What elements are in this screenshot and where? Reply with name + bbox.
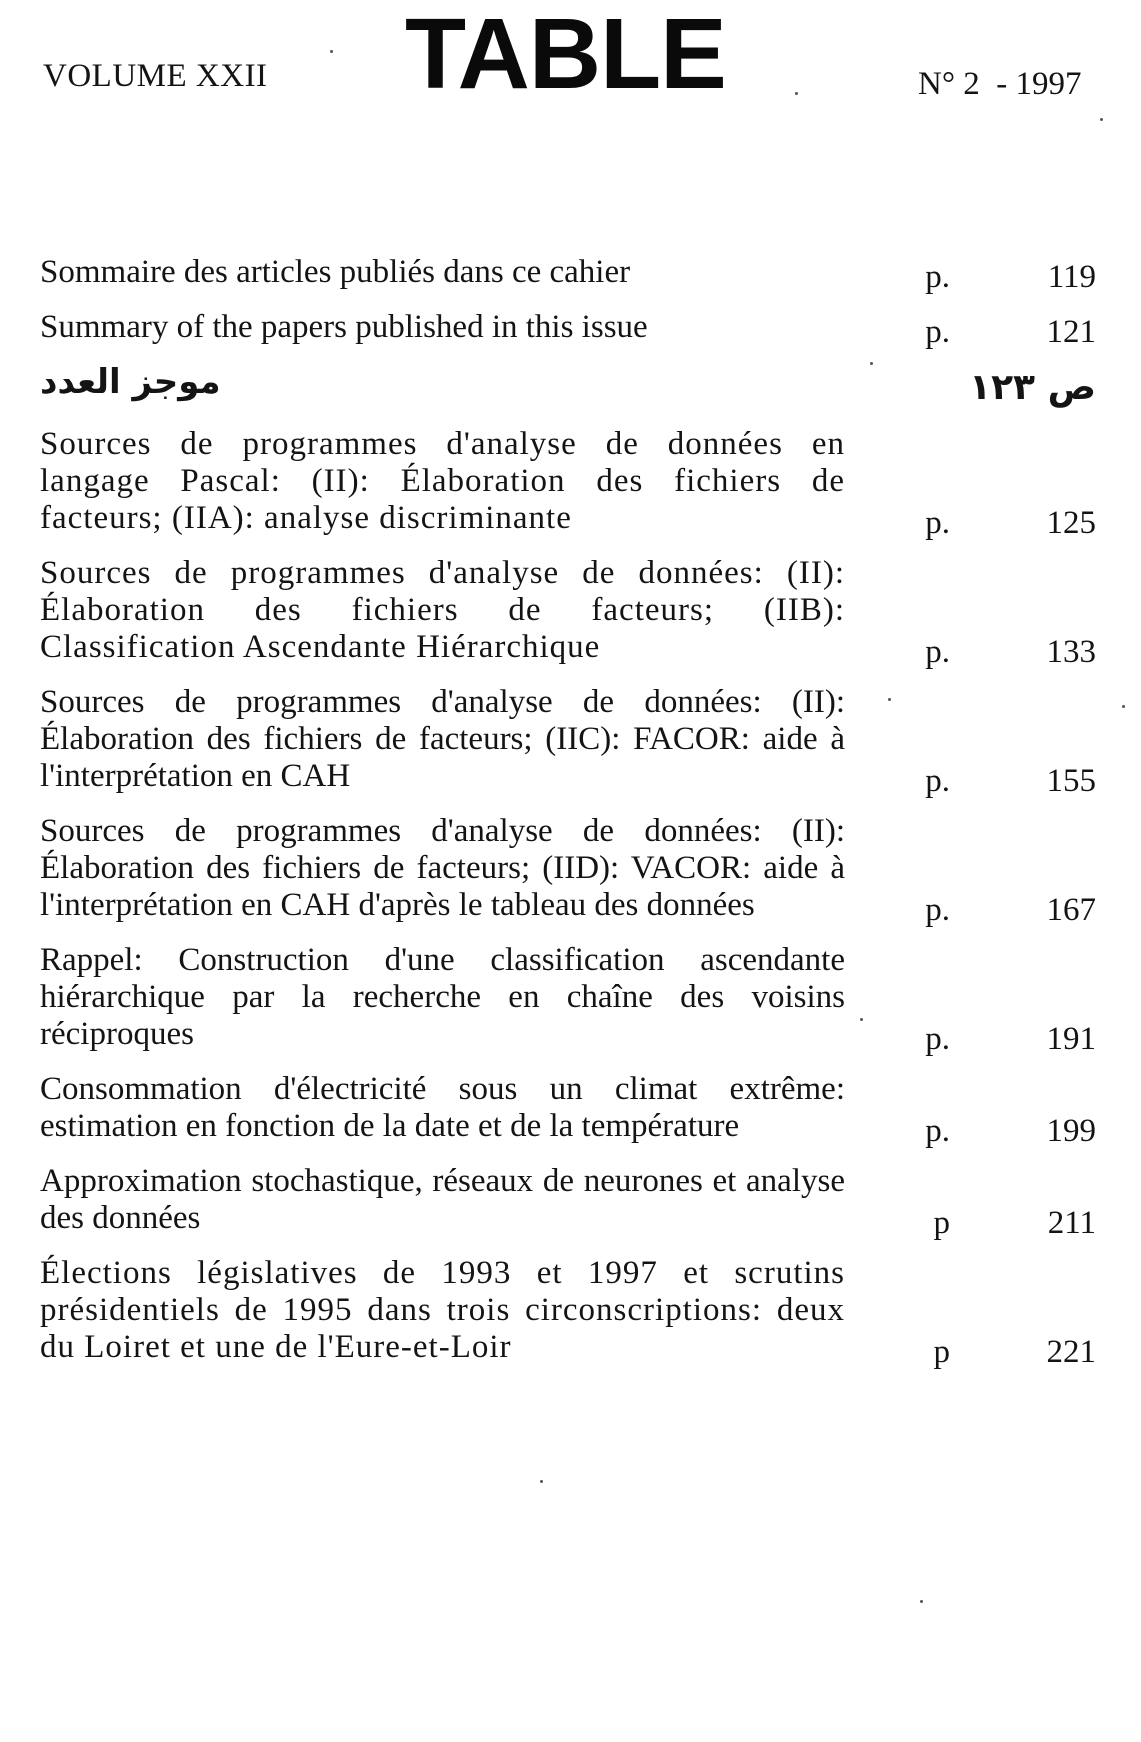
page-number: 199 <box>1046 1113 1096 1149</box>
page-prefix: p. <box>925 505 950 541</box>
scan-speck <box>888 698 891 701</box>
scan-speck <box>330 50 333 53</box>
entry-title: Sources de programmes d'analyse de données en langage Pascal: (II): Élaboration des fichiers de facteurs; (IIA): analyse discriminante <box>40 426 845 536</box>
toc-list <box>40 254 1110 1384</box>
toc-entry <box>40 254 1110 295</box>
volume-label: VOLUME XXII <box>43 58 268 94</box>
page-number: 125 <box>1046 505 1096 541</box>
toc-entry <box>40 555 1110 670</box>
scan-speck <box>795 92 798 95</box>
scan-speck <box>870 362 873 365</box>
page-number: 121 <box>1046 314 1096 350</box>
scan-speck <box>920 1600 923 1603</box>
entry-title: Élections législatives de 1993 et 1997 et scrutins présidentiels de 1995 dans trois circonscriptions: deux du Loiret et une de l'Eure-et-Loir <box>40 1255 845 1365</box>
page-reference-arabic: ص ١٢٣ <box>969 367 1096 408</box>
page-prefix: p. <box>925 763 950 799</box>
entry-title: Approximation stochastique, réseaux de neurones et analyse des données <box>40 1163 845 1236</box>
scan-speck <box>540 1480 543 1483</box>
entry-title: Sources de programmes d'analyse de données: (II): Élaboration des fichiers de facteurs; (IIC): FACOR: aide à l'interprétation en CAH <box>40 684 845 794</box>
toc-entry <box>40 942 1110 1057</box>
toc-entry <box>40 309 1110 350</box>
toc-entry <box>40 1071 1110 1149</box>
entry-title-arabic: موجز العدد <box>40 362 221 402</box>
page-prefix: p. <box>925 1021 950 1057</box>
toc-entry <box>40 684 1110 799</box>
page-number: 155 <box>1046 763 1096 799</box>
scan-speck <box>860 1018 863 1021</box>
page-prefix: p. <box>925 259 950 295</box>
scan-speck <box>1122 705 1125 708</box>
toc-entry <box>40 1163 1110 1241</box>
page-prefix: p. <box>925 1113 950 1149</box>
page-number: 133 <box>1046 634 1096 670</box>
issue-number: N° 2 - 1997 <box>918 66 1082 102</box>
page-number: 119 <box>1047 259 1096 295</box>
page-number: 211 <box>1047 1205 1096 1241</box>
page-title: TABLE <box>405 0 726 110</box>
toc-entry <box>40 813 1110 928</box>
toc-entry <box>40 426 1110 541</box>
entry-title: Sources de programmes d'analyse de données: (II): Élaboration des fichiers de facteurs; (IID): VACOR: aide à l'interprétation en CAH d'après le tableau des données <box>40 813 845 923</box>
page-number: 221 <box>1046 1334 1096 1370</box>
page-number: 167 <box>1046 892 1096 928</box>
page-prefix: p <box>933 1205 950 1241</box>
page-prefix: p. <box>925 314 950 350</box>
entry-title: Sommaire des articles publiés dans ce cahier <box>40 254 631 290</box>
scan-speck <box>1100 118 1103 121</box>
page-number: 191 <box>1046 1021 1096 1057</box>
page-prefix: p. <box>925 634 950 670</box>
toc-entry-arabic <box>40 364 1110 408</box>
page-prefix: p. <box>925 892 950 928</box>
entry-title: Sources de programmes d'analyse de données: (II): Élaboration des fichiers de facteurs; (IIB): Classification Ascendante Hiérarchique <box>40 555 845 665</box>
entry-title: Summary of the papers published in this issue <box>40 309 648 345</box>
toc-entry <box>40 1255 1110 1370</box>
entry-title: Consommation d'électricité sous un climat extrême: estimation en fonction de la date et de la température <box>40 1071 845 1144</box>
entry-title: Rappel: Construction d'une classification ascendante hiérarchique par la recherche en chaîne des voisins réciproques <box>40 942 845 1052</box>
page-prefix: p <box>933 1334 950 1370</box>
